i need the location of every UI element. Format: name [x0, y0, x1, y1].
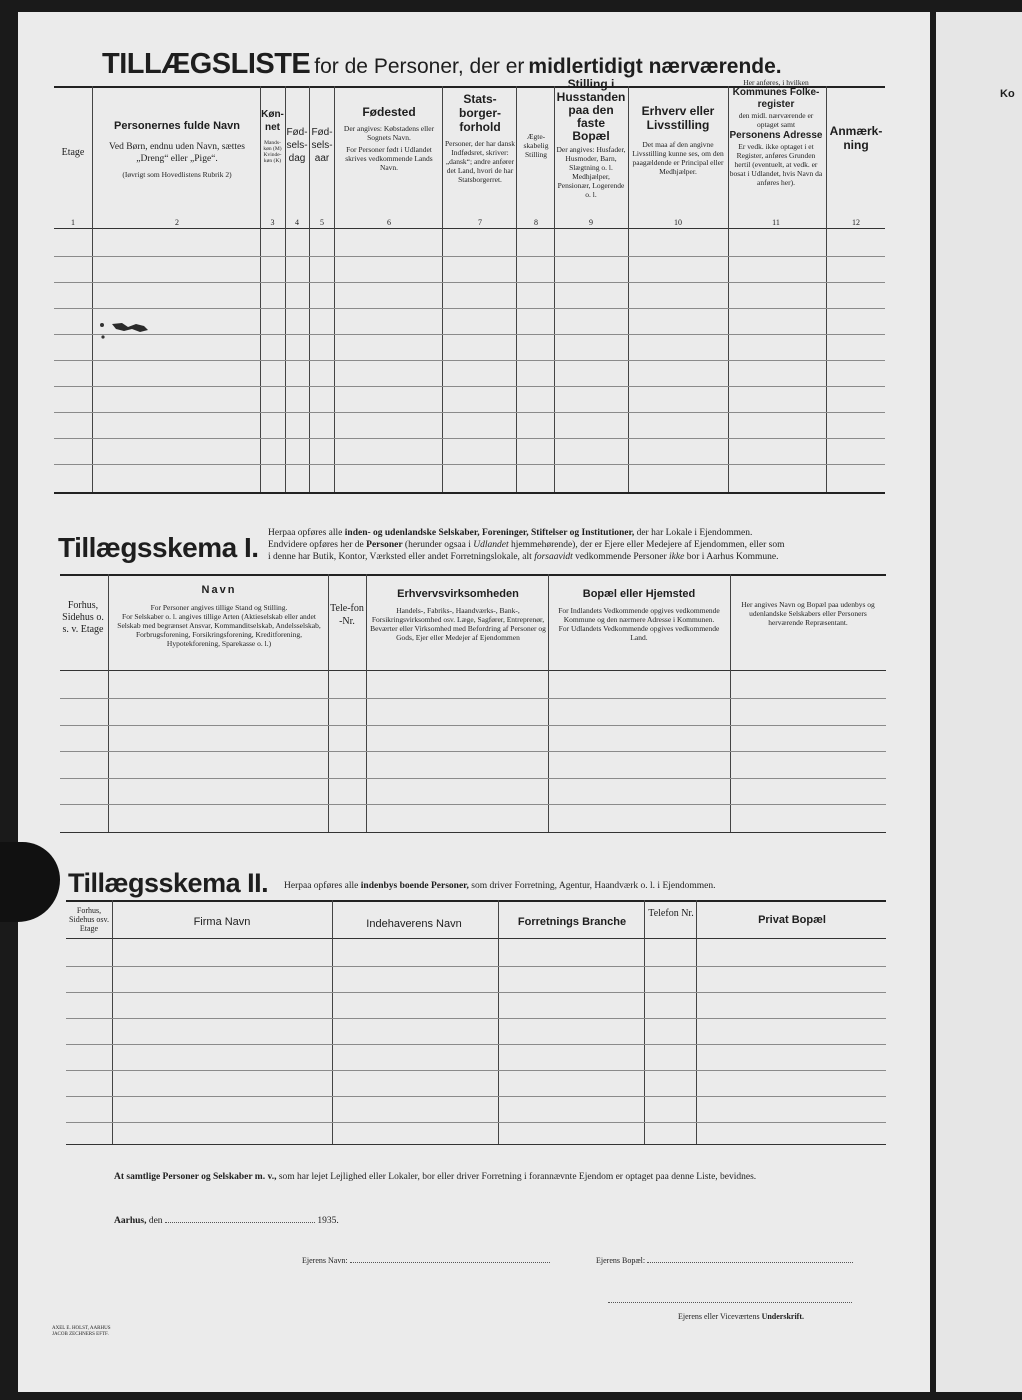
entry-row-line — [60, 778, 886, 779]
liste-title-mid: for de Personer, der er — [314, 55, 525, 78]
owner-address-line: Ejerens Bopæl: — [596, 1256, 853, 1265]
liste-vlines-rule — [442, 86, 443, 492]
skema1-intro: Herpaa opføres alle inden- og udenlandske Selskaber, Foreninger, Stiftelser og Institutioner, der har Lokale i Ejendommen. Endvidere opføres her de Personer (herunder ogsaa i Udlandet hjemmehørende), der er Ejere eller Medejere af Ejendommen, eller som i denne har Butik, Kontor, Værksted eller andet Forretningslokale, alt forsaavidt vedkommende Personer ikke bor i Aarhus Kommune. — [268, 528, 785, 562]
liste-col-num-10: 10 — [674, 218, 682, 227]
skema1-col-navn: Navn For Personer angives tillige Stand og Stilling. For Selskaber o. l. angives tillige Arten (Aktieselskab eller andet Selskab med begrænset Ansvar, Kommanditselskab, Andelsselskab, Forbrugsforening, Forsikringsforening, Kreditforening, Hypotekforening, Sparekasse o. l.) — [117, 584, 321, 648]
s2-vlines-rule — [332, 900, 333, 1144]
skema2-col-branche: Forretnings Branche — [517, 916, 627, 928]
entry-row-line — [66, 992, 886, 993]
liste-col-num-3: 3 — [270, 218, 275, 227]
liste-col-fodested: Fødested Der angives: Købstadens eller Sognets Navn. For Personer født i Udlandet skrives vedkommende Lands Navn. — [343, 105, 435, 172]
liste-col-fodselsaar: Fød-sels-aar — [311, 127, 333, 164]
adjacent-page — [936, 12, 1022, 1392]
liste-title — [102, 48, 782, 81]
entry-row-line — [54, 308, 885, 309]
liste-col-num-2: 2 — [175, 218, 179, 227]
liste-title-bold2: midlertidigt nærværende. — [528, 55, 782, 78]
date-line: Aarhus, den 1935. — [114, 1216, 339, 1226]
liste-col-num-12: 12 — [852, 218, 860, 227]
liste-col-num-9: 9 — [589, 218, 593, 227]
printer-imprint: AXEL E. HOLST, AARHUS JACOB ZECHNERS EFTF. — [52, 1326, 111, 1337]
liste-vlines-rule — [628, 86, 629, 492]
liste-col-num-5: 5 — [320, 218, 324, 227]
skema2-title: Tillægsskema II. — [68, 868, 269, 898]
liste-col-num-8: 8 — [534, 218, 538, 227]
entry-row-line — [54, 386, 885, 387]
entry-row-line — [66, 1070, 886, 1071]
liste-vlines-rule — [92, 86, 93, 492]
entry-row-line — [66, 1096, 886, 1097]
skema2-col-telefon: Telefon Nr. — [648, 908, 694, 919]
s1-vlines-rule — [328, 574, 329, 832]
s2-vlines-rule — [696, 900, 697, 1144]
skema2-col-firma: Firma Navn — [193, 916, 251, 928]
liste-col-num-7: 7 — [478, 218, 482, 227]
liste-col-num-11: 11 — [772, 218, 780, 227]
skema1-col-erhverv: Erhvervsvirksomheden Handels-, Fabriks-, Haandværks-, Bank-, Forsikringsvirksomhed osv. Læge, Sagfører, Entreprenør, Beværter eller Virksomhed med Befordring af Personer og Gods, Ejer eller Medejer af Ejendommen — [370, 588, 546, 642]
s2-vlines-rule — [112, 900, 113, 1144]
signature-rule — [608, 1302, 852, 1303]
liste-col-husstand: Stilling i Husstanden paa den faste Bopæl Der angives: Husfader, Husmoder, Barn, Slægtning o. l. Medhjælper, Pensionær, Logerende o. l. — [556, 77, 626, 199]
owner-name-line: Ejerens Navn: — [302, 1256, 550, 1265]
liste-col-num-6: 6 — [387, 218, 391, 227]
entry-row-line — [54, 282, 885, 283]
skema2-col-bopael: Privat Bopæl — [758, 914, 826, 926]
skema1-col-telefon: Tele-fon-Nr. — [330, 603, 364, 627]
ink-mark — [98, 316, 152, 346]
liste-col-navn: Personernes fulde Navn Ved Børn, endnu uden Navn, sættes „Dreng“ eller „Pige“. (Iøvrigt som Hovedlistens Rubrik 2) — [109, 120, 245, 179]
liste-col-folkeregister: Her anføres, i hvilken Kommunes Folke-register den midl. nærværende er optaget samt Personens Adresse Er vedk. ikke optaget i et Register, anføres Grunden hertil (eventuelt, at vedk. er bosat i Udlandet, hvis Navn da anføres her). — [729, 78, 823, 187]
liste-vlines-rule — [516, 86, 517, 492]
s1-vlines-rule — [548, 574, 549, 832]
entry-row-line — [54, 256, 885, 257]
signature-label: Ejerens eller Viceværtens Underskrift. — [678, 1312, 805, 1321]
liste-col-num-4: 4 — [295, 218, 299, 227]
liste-col-kon: Køn-net Mands-køn (M) Kvinde-køn (K) — [261, 109, 284, 164]
entry-row-line — [54, 464, 885, 465]
liste-col-fodselsdag: Fød-sels-dag — [286, 127, 308, 164]
entry-row-line — [54, 360, 885, 361]
s1-vlines-rule — [108, 574, 109, 832]
entry-row-line — [60, 751, 886, 752]
entry-row-line — [66, 966, 886, 967]
skema2-col-etage: Forhus, Sidehus osv. Etage — [69, 906, 109, 933]
entry-row-line — [54, 438, 885, 439]
s1-vlines-rule — [366, 574, 367, 832]
s2-vlines-rule — [498, 900, 499, 1144]
s1-vlines-rule — [730, 574, 731, 832]
liste-col-aegteskab: Ægte-skabelig Stilling — [523, 132, 549, 159]
skema1-title: Tillægsskema I. — [58, 532, 259, 563]
entry-row-line — [54, 412, 885, 413]
liste-col-erhverv: Erhverv eller Livsstilling Det maa af den angivne Livsstilling kunne ses, om den paagældende er Principal eller Medhjælper. — [632, 104, 724, 176]
year: 1935. — [317, 1216, 339, 1226]
adjacent-page-text: Ko — [1000, 88, 1015, 100]
entry-row-line — [66, 1122, 886, 1123]
liste-vlines-rule — [334, 86, 335, 492]
liste-col-statsborger: Stats-borger-forhold Personer, der har dansk Indfødsret, skriver: „dansk“; andre anfører det Land, hvori de har Statsborgerret. — [444, 92, 516, 184]
liste-col-num-1: 1 — [71, 218, 75, 227]
entry-row-line — [60, 804, 886, 805]
liste-title-bold: TILLÆGSLISTE — [102, 48, 311, 80]
entry-row-line — [66, 1044, 886, 1045]
liste-col-etage: Etage — [61, 147, 85, 158]
skema1-col-repraesentant: Her angives Navn og Bopæl paa udenbys og udenlandske Selskabers eller Personers herværende Repræsentant. — [741, 600, 875, 627]
s2-vlines-rule — [644, 900, 645, 1144]
entry-row-line — [60, 725, 886, 726]
entry-row-line — [54, 334, 885, 335]
skema1-col-etage: Forhus, Sidehus o. s. v. Etage — [62, 600, 104, 635]
skema1-col-bopael: Bopæl eller Hjemsted For Indlandets Vedkommende opgives vedkommende Kommune og den nærmere Adresse i Kommunen. For Udlandets Vedkommende opgives vedkommende Land. — [558, 588, 720, 642]
attestation-statement: At samtlige Personer og Selskaber m. v., som har lejet Lejlighed eller Lokaler, bor eller driver Forretning i forannævnte Ejendom er optaget paa denne Liste, bevidnes. — [114, 1172, 757, 1182]
entry-row-line — [60, 698, 886, 699]
entry-row-line — [66, 1018, 886, 1019]
form-page — [18, 12, 930, 1392]
skema2-col-indehaver: Indehaverens Navn — [366, 918, 462, 930]
skema2-intro: Herpaa opføres alle indenbys boende Personer, som driver Forretning, Agentur, Haandværk o. l. i Ejendommen. — [284, 881, 716, 891]
liste-col-anmaerkning: Anmærk-ning — [829, 124, 883, 152]
